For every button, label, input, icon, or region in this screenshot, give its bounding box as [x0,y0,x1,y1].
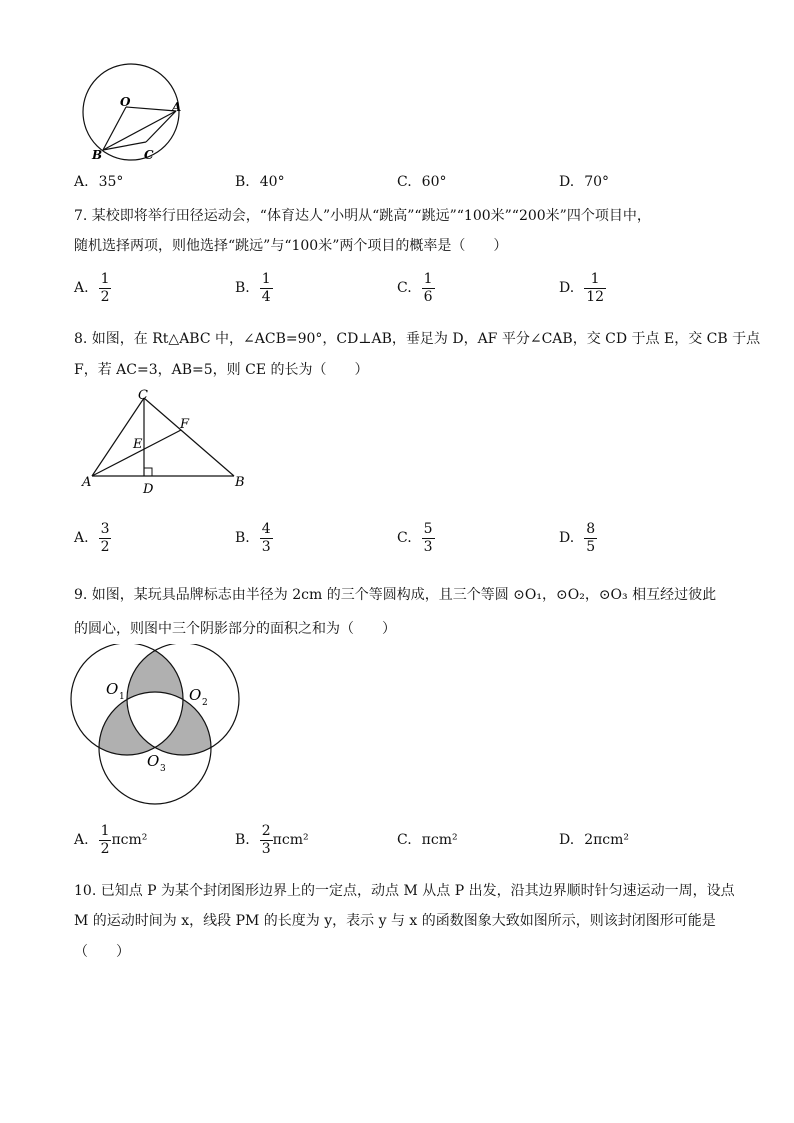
q9-options [74,818,734,862]
option-value: 35° [98,174,124,190]
q8-option-c[interactable] [397,516,435,560]
label-o3-subscript: 3 [160,764,166,774]
q6-option-b[interactable] [235,160,285,204]
q6-option-a[interactable] [74,160,123,204]
q10-stem-line-2: M 的运动时间为 x，线段 PM 的长度为 y，表示 y 与 x 的函数图象大致如图所示，则该封闭图形可能是 [74,913,716,929]
segment-OA [126,107,176,111]
fraction [99,271,112,306]
fraction [260,823,273,858]
fraction [422,271,435,306]
q9-stem-line-2: 的圆心，则图中三个阴影部分的面积之和为（ ） [74,621,396,637]
label-C: C [138,388,148,403]
denominator: 5 [586,538,596,555]
option-label: B. [235,832,250,848]
numerator: 2 [261,822,271,839]
q8-option-b[interactable] [235,516,273,560]
label-o3: O [147,752,160,770]
label-o2: O [189,686,202,704]
option-label: A. [74,530,89,546]
option-label: D. [559,174,575,190]
option-label: B. [235,280,250,296]
q7-option-b[interactable] [235,266,273,310]
q8-stem-line-2: F，若 AC=3，AB=5，则 CE 的长为（ ） [74,362,369,378]
option-unit: πcm² [111,832,148,848]
option-value: 60° [421,174,447,190]
shaded-region-o2-o3 [70,644,246,808]
option-label: C. [397,530,412,546]
denominator: 2 [100,288,110,305]
q7-stem-line-1: 7. 某校即将举行田径运动会，“体育达人”小明从“跳高”“跳远”“100米”“200米”四个项目中， [74,208,651,224]
q9-option-c[interactable] [397,818,458,862]
segment-CB [144,398,234,476]
q6-options [74,160,734,204]
q10-stem-line-3: （ ） [74,944,130,960]
numerator: 3 [100,520,110,537]
numerator: 1 [423,270,433,287]
label-o2-subscript: 2 [202,698,208,708]
option-label: D. [559,832,575,848]
option-value: πcm² [421,832,458,848]
label-O: O [120,95,131,109]
fraction [584,521,597,556]
fraction [260,271,273,306]
numerator: 5 [423,520,433,537]
q9-option-d[interactable] [559,818,629,862]
fraction [99,521,112,556]
option-label: C. [397,832,412,848]
option-value: 70° [584,174,610,190]
label-A: A [172,100,182,114]
denominator: 3 [423,538,433,555]
option-label: B. [235,174,250,190]
denominator: 2 [100,538,110,555]
fraction [422,521,435,556]
q7-option-a[interactable] [74,266,111,310]
q7-options [74,266,734,310]
numerator: 1 [590,270,600,287]
q7-stem-line-2: 随机选择两项，则他选择“跳远”与“100米”两个项目的概率是（ ） [74,238,508,254]
right-angle-mark [144,468,152,476]
q8-options [74,516,734,560]
option-label: D. [559,280,575,296]
q9-option-b[interactable] [235,818,309,862]
label-A: A [82,475,92,490]
option-value: 40° [259,174,285,190]
q8-option-a[interactable] [74,516,111,560]
circle-outline [83,64,182,160]
option-label: D. [559,530,575,546]
numerator: 4 [261,520,271,537]
denominator: 2 [100,840,110,857]
q10-stem-line-1: 10. 已知点 P 为某个封闭图形边界上的一定点，动点 M 从点 P 出发，沿其边界顺时针匀速运动一周，设点 [74,883,735,899]
q9-stem-line-1: 9. 如图，某玩具品牌标志由半径为 2cm 的三个等圆构成，且三个等圆 ⊙O₁，⊙O₂，⊙O₃ 相互经过彼此 [74,587,717,603]
label-o1: O [106,680,119,698]
q6-option-c[interactable] [397,160,447,204]
fraction [260,521,273,556]
q6-circle-figure [78,60,190,166]
option-unit: πcm² [272,832,309,848]
denominator: 6 [423,288,433,305]
q8-stem-line-1: 8. 如图，在 Rt△ABC 中，∠ACB=90°，CD⊥AB，垂足为 D，AF 平分∠CAB，交 CD 于点 E，交 CB 于点 [74,331,761,347]
q8-triangle-figure [78,386,258,498]
option-label: A. [74,280,89,296]
option-value: 2πcm² [584,832,630,848]
label-E: E [133,437,143,452]
option-label: B. [235,530,250,546]
q9-three-circles-figure [70,644,246,808]
numerator: 1 [261,270,271,287]
option-label: A. [74,832,89,848]
denominator: 12 [586,288,605,305]
q7-option-d[interactable] [559,266,606,310]
numerator: 1 [100,270,110,287]
denominator: 3 [261,538,271,555]
option-label: C. [397,280,412,296]
q8-option-d[interactable] [559,516,597,560]
label-B: B [92,148,103,162]
numerator: 8 [586,520,596,537]
label-o1-subscript: 1 [119,692,125,702]
label-F: F [180,417,190,432]
denominator: 3 [261,840,271,857]
fraction [584,271,606,306]
label-B: B [235,475,245,490]
q9-option-a[interactable] [74,818,147,862]
denominator: 4 [261,288,271,305]
label-C: C [144,148,154,162]
option-label: A. [74,174,89,190]
numerator: 1 [100,822,110,839]
label-D: D [143,482,154,497]
q7-option-c[interactable] [397,266,435,310]
fraction [99,823,112,858]
option-label: C. [397,174,412,190]
q6-option-d[interactable] [559,160,609,204]
